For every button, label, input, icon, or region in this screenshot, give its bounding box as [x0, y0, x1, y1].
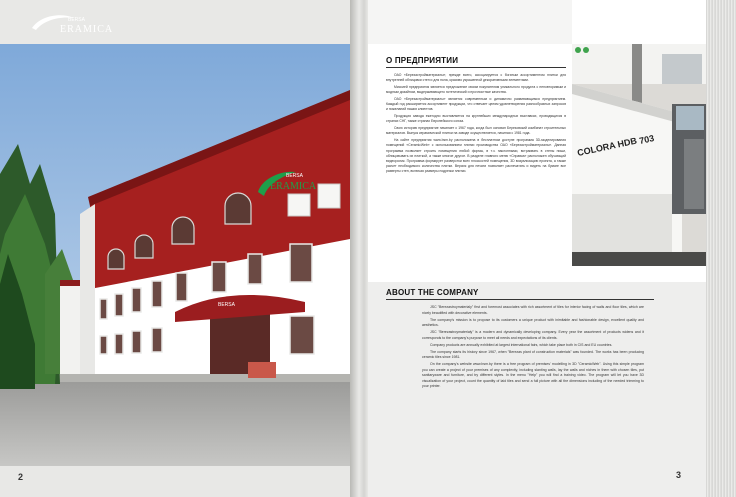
awning-text: BERSA — [218, 302, 235, 308]
paragraph: JSC "Berezastroymaterialy" first and foremost associates with rich assortment of tiles for interior facing of walls and floor tiles, which are nicely beautified with decorative elements. — [422, 305, 644, 315]
body-text-en — [422, 302, 644, 390]
svg-text:BERSA: BERSA — [286, 173, 303, 179]
heading-ru: О ПРЕДПРИЯТИИ — [386, 56, 566, 68]
svg-text:COLORA HDB: COLORA HDB — [576, 135, 638, 158]
paragraph: Company products are annually exhibited at largest international fairs, which take place both in CIS and EU countries. — [430, 342, 613, 347]
page-number-left: 2 — [18, 472, 24, 482]
paragraph: Миссией предприятия является предложение своим покупателям уникального продукта с неповторимым и модным дизайном, выдерживающего эстетический и прочностные качества. — [386, 85, 566, 95]
top-band — [368, 0, 572, 44]
page-number-right: 3 — [676, 470, 682, 480]
paragraph: ОАО «Березастройматериалы» является современным и динамично развивающимся предприятием. Каждый год расширяется ассортимент продукции, что отвечает целям удовлетворения разнообразных запросов и пожеланий наших клиентов. — [386, 97, 566, 112]
book-gutter — [350, 0, 370, 497]
factory-building-photo — [0, 44, 350, 466]
paragraph: JSC "Berezastroymaterialy" is a modern and dynamically developing company. Every year the assortment of products widens and it corresponds to the company's purpose to meet all needs and expectations of its clients. — [422, 330, 644, 340]
paragraph: On the company's website www.bsm.by there is a free program of premises' modelling in 3D "CeramicWeb". Using this simple program you can create a project of your premises of any complexity, including slanting walls, lay the walls and niches in them with chosen tiles, put sanitaryware and furniture, and try different styles. In the menu "Help" you will find a training video. The program will let you have 3D visualization of your project, count the quantity of laid tiles and send a full picture with all the dimensions including of the needed trimming to your printer. — [422, 362, 644, 389]
about-section-en — [368, 282, 708, 497]
heading-en: ABOUT THE COMPANY — [386, 288, 654, 300]
logo-brand-text: ERAMICA — [60, 24, 114, 35]
paragraph: Свою историю предприятие начинает с 1967 года, когда был основан Березовский комбинат строительных материалов. Выпуск керамической плитки на заводе осуществляется, начиная с 1981 года. — [386, 126, 566, 136]
right-page — [368, 0, 708, 497]
page-edges — [706, 0, 736, 497]
paragraph: ОАО «Березастройматериалы», прежде всего, ассоциируется с богатым ассортиментом плитки для внутренней облицовки стен и для пола, красиво украшенной декоративными элементами. — [386, 73, 566, 83]
company-logo — [30, 10, 120, 38]
logo-small-text: BERSA — [68, 17, 85, 23]
paragraph: The company starts its history since 1967, when "Berezas plant of construction materials" was founded. The works has been producing ceramic tiles since 1981. — [422, 349, 644, 360]
paragraph: The company's mission is to propose to its customers a unique product with inimitable and fashionable design, excellent quality and aesthetics. — [422, 317, 644, 328]
paragraph: Продукция завода ежегодно выставляется на крупнейших международных выставках, проводящихся в странах СНГ, также странах Европейского союза. — [386, 114, 566, 124]
paragraph: На сайте предприятия www.bsm.by расположена в бесплатном доступе программа 3D-моделирования помещений «CeramicWeb» с использованием плитки производства ОАО «Березастройматериалы». Данная программа позволяет строить помещения любой формы, в т.ч. наклонными, встраивать в стены ниши, облицовывать их плиткой, а также многое другое. В разделе главного меню «Справка» расположен обучающий видеоролик. Программа формирует разверстки всех плоскостей помещения, 3D визуализацию проекта, а также расчет необходимого количества плитки. Версия для печати позволяет распечатать и видеть на бумаге все разверты стен, включая размеры подрезки плитки. — [386, 138, 566, 174]
production-machine-photo — [572, 44, 708, 266]
about-section-ru — [386, 56, 566, 176]
left-page — [0, 0, 356, 497]
svg-text:ERAMICA: ERAMICA — [270, 181, 317, 192]
body-text-ru — [386, 70, 566, 175]
svg-text:703: 703 — [638, 133, 656, 146]
